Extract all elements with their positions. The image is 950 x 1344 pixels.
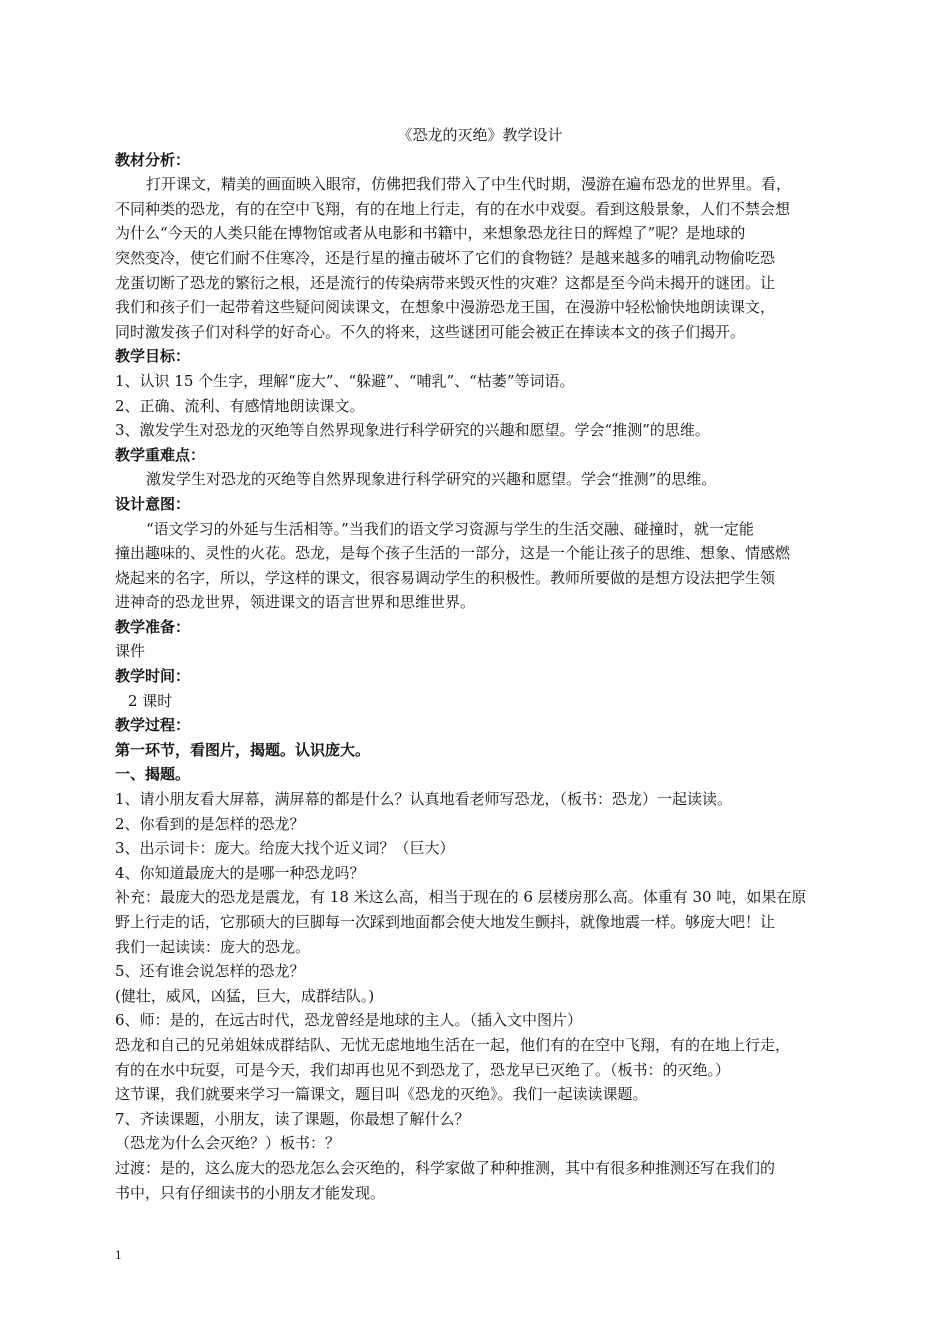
document-title: 《恐龙的灭绝》教学设计 <box>397 126 563 144</box>
design-intent-line: “语文学习的外延与生活相等。”当我们的语文学习资源与学生的生活交融、碰撞时，就一定能 <box>146 519 754 538</box>
process-line: (健壮，威风，凶猛，巨大，成群结队。) <box>115 986 375 1005</box>
process-line: 野上行走的话，它那硕大的巨脚每一次踩到地面都会使大地发生颤抖，就像地震一样。够庞大吧！让 <box>115 913 776 931</box>
analysis-line: 突然变冷，使它们耐不住寒冷，还是行星的撞击破坏了它们的食物链？是越来越多的哺乳动物偷吃恐 <box>115 248 776 267</box>
preparation-heading: 教学准备： <box>115 617 191 636</box>
process-line: 补充：最庞大的恐龙是震龙，有 18 米这么高，相当于现在的 6 层楼房那么高。体重有 30 吨，如果在原 <box>115 888 807 907</box>
process-line: 4、你知道最庞大的是哪一种恐龙吗？ <box>115 863 365 882</box>
step1-heading: 第一环节，看图片，揭题。认识庞大。 <box>115 740 371 759</box>
page-number: 1 <box>115 1247 122 1262</box>
preparation-text: 课件 <box>115 642 146 661</box>
goal-item: 2、正确、流利、有感情地朗读课文。 <box>115 396 365 415</box>
document-page <box>115 123 845 1205</box>
process-line: 7、齐读课题，小朋友，读了课题，你最想了解什么？ <box>115 1109 470 1128</box>
process-line: 1、请小朋友看大屏幕，满屏幕的都是什么？认真地看老师写恐龙，（板书：恐龙）一起读读。 <box>115 790 733 809</box>
goals-heading: 教学目标： <box>115 347 191 366</box>
analysis-line: 我们和孩子们一起带着这些疑问阅读课文，在想象中漫游恐龙王国，在漫游中轻松愉快地朗读课文， <box>115 298 776 317</box>
process-line: 这节课，我们就要来学习一篇课文，题目叫《恐龙的灭绝》。我们一起读读课题。 <box>115 1085 648 1104</box>
process-line: 书中，只有仔细读书的小朋友才能发现。 <box>115 1183 386 1202</box>
process-line: 恐龙和自己的兄弟姐妹成群结队、无忧无虑地地生活在一起，他们有的在空中飞翔，有的在地上行走， <box>115 1035 791 1054</box>
design-intent-line: 撞出趣味的、灵性的火花。恐龙，是每个孩子生活的一部分，这是一个能让孩子的思维、想象、情感燃 <box>115 544 791 563</box>
design-intent-heading: 设计意图： <box>115 494 191 513</box>
analysis-line: 龙蛋切断了恐龙的繁衍之根，还是流行的传染病带来毁灭性的灾难？这都是至今尚未揭开的谜团。让 <box>115 273 776 292</box>
teaching-time-text: 2 课时 <box>128 691 173 710</box>
process-line: 过渡：是的，这么庞大的恐龙怎么会灭绝的，科学家做了种种推测，其中有很多种推测还写在我们的 <box>115 1158 776 1177</box>
goal-item: 3、激发学生对恐龙的灭绝等自然界现象进行科学研究的兴趣和愿望。学会“推测”的思维。 <box>115 421 710 440</box>
analysis-line: 同时激发孩子们对科学的好奇心。不久的将来，这些谜团可能会被正在捧读本文的孩子们揭开。 <box>115 322 746 341</box>
process-line: 我们一起读读：庞大的恐龙。 <box>115 937 311 956</box>
teaching-time-heading: 教学时间： <box>115 667 191 686</box>
process-heading: 教学过程： <box>115 716 191 735</box>
key-points-text: 激发学生对恐龙的灭绝等自然界现象进行科学研究的兴趣和愿望。学会“推测”的思维。 <box>146 470 717 489</box>
process-line: （恐龙为什么会灭绝？）板书：？ <box>115 1134 341 1153</box>
process-line: 有的在水中玩耍，可是今天，我们却再也见不到恐龙了，恐龙早已灭绝了。（板书：的灭绝。） <box>115 1060 731 1079</box>
design-intent-line: 烧起来的名字，所以，学这样的课文，很容易调动学生的积极性。教师所要做的是想方设法把学生领 <box>115 568 776 587</box>
analysis-line: 不同种类的恐龙，有的在空中飞翔，有的在地上行走，有的在水中戏耍。看到这般景象，人们不禁会想 <box>115 199 791 218</box>
analysis-line: 为什么“今天的人类只能在博物馆或者从电影和书籍中，来想象恐龙往日的辉煌了”呢？是地球的 <box>115 224 746 243</box>
process-line: 2、你看到的是怎样的恐龙？ <box>115 814 305 833</box>
process-line: 3、出示词卡：庞大。给庞大找个近义词？（巨大） <box>115 839 455 858</box>
part1-heading: 一、揭题。 <box>115 765 191 784</box>
key-points-heading: 教学重难点： <box>115 445 206 464</box>
analysis-line: 打开课文，精美的画面映入眼帘，仿佛把我们带入了中生代时期，漫游在遍布恐龙的世界里。看， <box>146 175 792 194</box>
process-line: 5、还有谁会说怎样的恐龙？ <box>115 962 305 981</box>
process-line: 6、师：是的，在远古时代，恐龙曾经是地球的主人。（插入文中图片） <box>115 1011 583 1030</box>
goal-item: 1、认识 15 个生字，理解“庞大”、“躲避”、“哺乳”、“枯萎”等词语。 <box>115 371 575 390</box>
design-intent-line: 进神奇的恐龙世界，领进课文的语言世界和思维世界。 <box>115 593 476 612</box>
analysis-heading: 教材分析： <box>115 150 191 169</box>
